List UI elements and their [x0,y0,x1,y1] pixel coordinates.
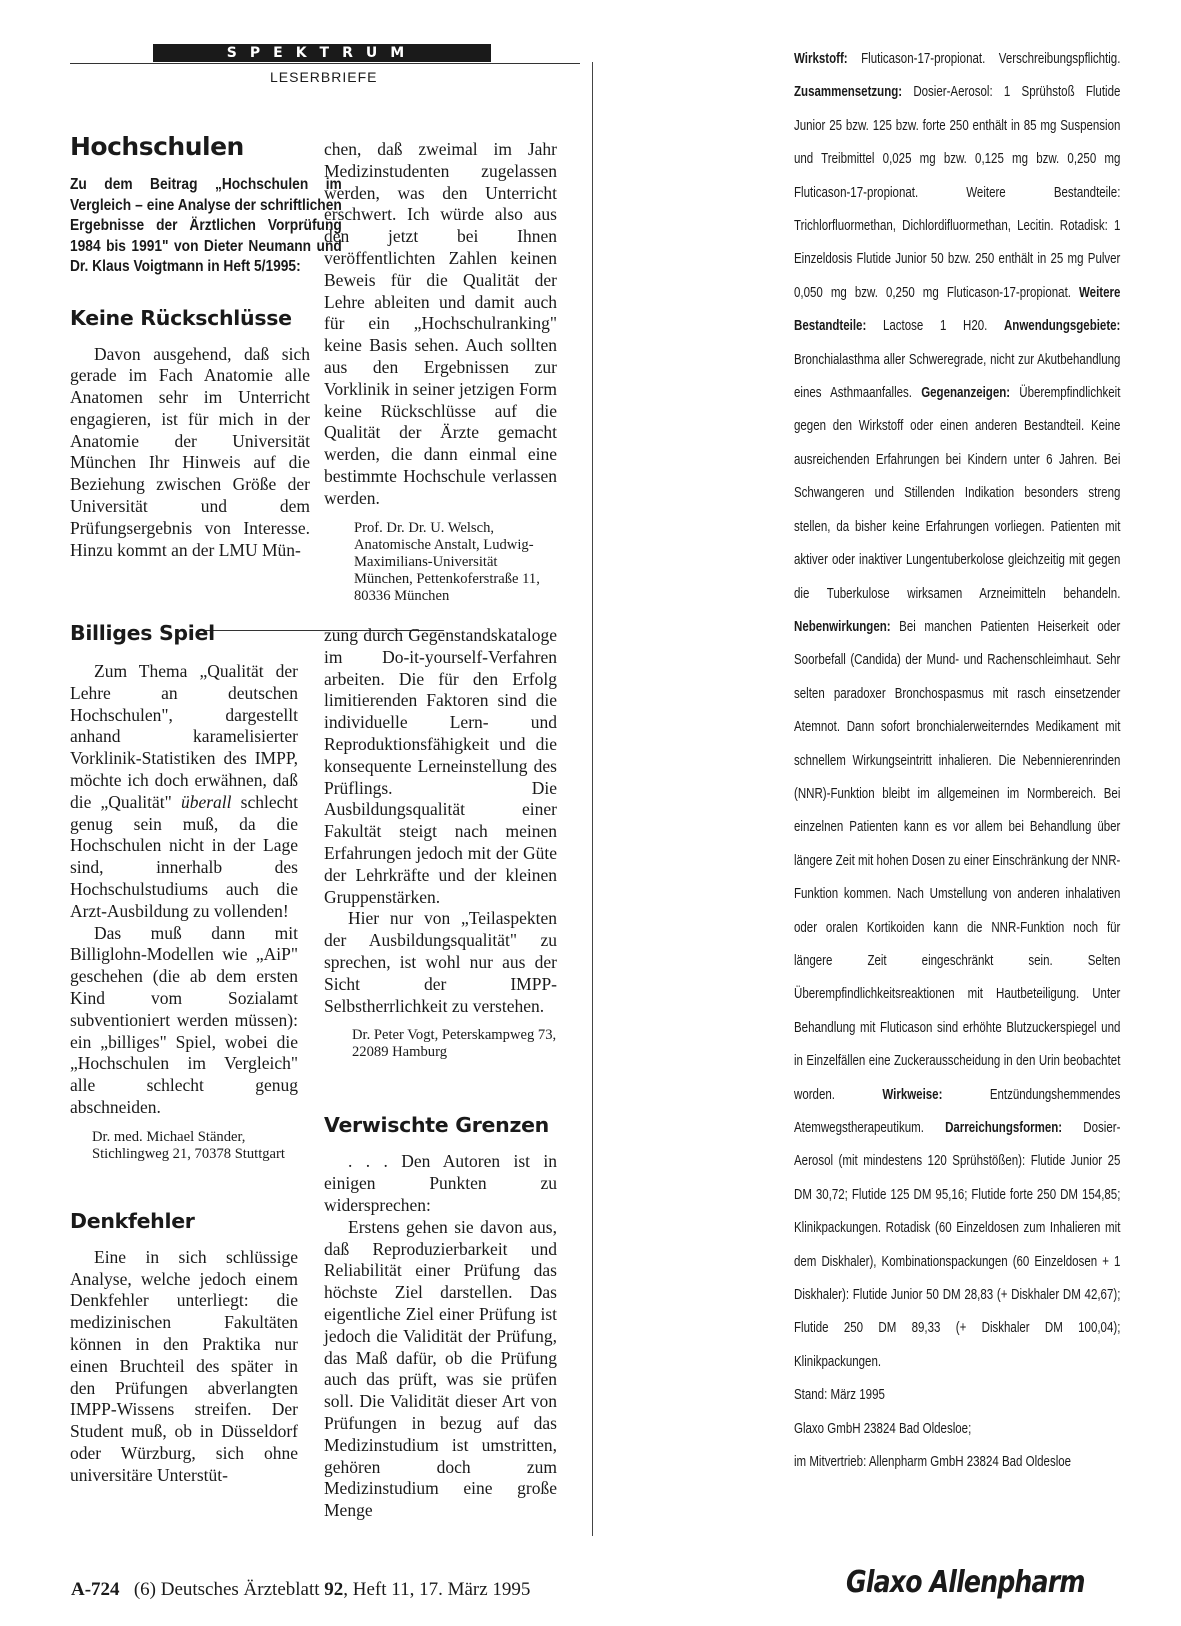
ad-segment-text: Bei manchen Patienten Heiserkeit oder Soorbefall (Candida) der Mund- und Rachenschleimhaut. Sehr selten paradoxer Bronchospasmus mit rasch einsetzender Atemnot. Dann sofort bronchialerweiterndes Medikament mit schnellem Wirkungseintritt inhalieren. Die Nebennierenrinden (NNR)-Funktion bleibt im allgemeinen im Normbereich. Bei einzelnen Patienten kann es vor allem bei Behandlung über längere Zeit mit hohen Dosen zu einer Einschränkung der NNR-Funktion kommen. Nach Umstellung von anderen inhalativen oder oralen Kortikoiden kann die NNR-Funktion noch für längere Zeit eingeschränkt sein. Selten Überempfindlichkeitsreaktionen mit Hautbeteiligung. Unter Behandlung mit Fluticason sind erhöhte Blutzuckerspiegel und in Einzelfällen eine Zuckerausscheidung in den Urin beobachtet worden. [794,618,1121,1103]
ad-segment-text: Fluticason-17-propionat. Verschreibungspflichtig. [847,51,1121,67]
letter-signature-staender: Dr. med. Michael Ständer, Stichlingweg 21, 70378 Stuttgart [92,1128,285,1162]
ad-cobrand: im Mitvertrieb: Allenpharm GmbH 23824 Bad Oldesloe [794,1454,1072,1471]
ad-heading: Zusammensetzung: [794,84,903,101]
ad-company: Glaxo GmbH 23824 Bad Oldesloe; [794,1420,972,1437]
ad-segment-text: Dosier-Aerosol: 1 Sprühstoß Flutide Junior 25 bzw. 125 bzw. forte 250 enthält in 85 mg Suspension und Treibmittel 0,025 mg bzw. 0,125 mg bzw. 0,250 mg Fluticason-17-propionat. Weitere Bestandteile: Trichlorfluormethan, Dichlordifluormethan, Lecitin. Rotadisk: 1 Einzeldosis Flutide Junior 50 bzw. 250 enthält in 25 mg Pulver 0,050 mg bzw. 0,250 mg Fluticason-17-propionat. [794,84,1121,301]
letter-title-denkfehler: Denkfehler [70,1208,195,1233]
ad-heading: Wirkweise: [882,1086,943,1103]
header-rule [70,63,580,64]
ad-heading: Weitere Bestandteile: [794,284,1121,335]
ad-heading: Gegenanzeigen: [921,385,1011,402]
ad-segment-text: Überempfindlichkeit gegen den Wirkstoff oder einen anderen Bestandteil. Keine ausreichenden Erfahrungen bei Kindern unter 6 Jahren. Bei Schwangeren und Stillenden Indikation besonders streng stellen, da bisher keine Erfahrungen vorliegen. Patienten mit aktiver oder inaktiver Lungentuberkolose gleichzeitig mit gegen die Tuberkulose wirksamen Arzneimitteln behandeln. [794,385,1121,602]
ad-segment-text: Dosier-Aerosol (mit mindestens 120 Sprühstößen): Flutide Junior 25 DM 30,72; Flutide 125 DM 95,16; Flutide forte 250 DM 154,85; Klinikpackungen. Rotadisk (60 Einzeldosen zum Inhalieren mit dem Diskhaler), Kombinationspackungen (60 Einzeldosen + 1 Diskhaler): Flutide Junior 50 DM 28,83 (+ Diskhaler DM 42,67); Flutide 250 DM 89,33 (+ Diskhaler DM 100,04); Klinikpackungen. [794,1120,1121,1370]
letter-body-keine-rueckschluesse-2: chen, daß zweimal im Jahr Medizinstudenten zugelassen werden, was den Unterricht erschwert. Ich würde also aus den jetzt bei Ihnen veröffentlichten Zahlen keinen Beweis für die Qualität der Lehre ableiten und damit auch für ein „Hochschulranking" keine Basis sehen. Auch sollten aus den Ergebnissen zur Vorklinik in seiner jetzigen Form keine Rückschlüsse auf die Qualität der Ärzte gemacht werden, die dann einmal eine bestimmte Hochschule verlassen werden. [324,139,557,508]
letter-title-verwischte-grenzen: Verwischte Grenzen [324,1113,549,1138]
article-intro: Zu dem Beitrag „Hochschulen im Vergleich – eine Analyse der schriftlichen Ergebnisse der Ärztlichen Vorprüfung 1984 bis 1991" von Dieter Neumann und Dr. Klaus Voigtmann in Heft 5/1995: [70,176,342,275]
article-column-1 [70,132,342,561]
letter-body-billiges-spiel-continued: zung durch Gegenstandskataloge im Do-it-yourself-Verfahren arbeiten. Die für den Erfolg limitierenden Faktoren sind die individuelle Lern- und Reproduktionsfähigkeit und die konsequente Lerneinstellung des Prüflings. Die Ausbildungsqualität einer Fakultät steigt nach meinen Erfahrungen jedoch mit der Güte der Lehrkräfte und der kleinen Gruppenstärken. Hier nur von „Teilaspekten der Ausbildungsqualität" zu sprechen, ist wohl nur aus der Sicht der IMPP-Selbstherrlichkeit zu verstehen. [324,625,557,1016]
letter-signature-welsch: Prof. Dr. Dr. U. Welsch, Anatomische Anstalt, Ludwig-Maximilians-Universität München, Pettenkoferstraße 11, 80336 München [354,519,540,604]
ad-heading: Nebenwirkungen: [794,618,891,635]
letter-signature-vogt: Dr. Peter Vogt, Peterskampweg 73, 22089 Hamburg [352,1027,557,1061]
column-divider [592,62,593,1536]
ad-heading: Wirkstoff: [794,51,848,67]
drug-information-body [794,51,1120,1370]
drug-information-text [794,43,1120,1479]
ad-heading: Anwendungsgebiete: [1003,318,1121,335]
ad-segment-text: Bronchialasthma aller Schweregrade, nicht zur Akutbehandlung eines Asthmaanfalles. [794,351,1121,402]
footer-issue: , Heft 11, 17. März 1995 [343,1579,531,1600]
brand-logo: Glaxo Allenpharm [846,1565,1085,1600]
page-footer [71,1579,530,1601]
section-label: LESERBRIEFE [270,69,378,85]
footer-volume: 92 [324,1579,344,1600]
ad-segment-text: Lactose 1 H20. [866,318,1004,335]
ad-segment-text: Entzündungshemmendes Atemwegstherapeutikum. [794,1086,1121,1136]
article-headline: Hochschulen [70,132,244,161]
letter-body-keine-rueckschluesse-1: Davon ausgehend, daß sich gerade im Fach Anatomie alle Anatomen sehr im Unterricht engagieren, ist für mich in der Anatomie der Universität München Ihr Hinweis auf die Beziehung zwischen Größe der Universität und dem Prüfungsergebnis von Interesse. Hinzu kommt an der LMU Mün- [70,343,310,560]
ad-heading: Darreichungsformen: [945,1120,1063,1136]
letters-column-1 [70,621,298,1487]
ad-stand: Stand: März 1995 [794,1387,885,1404]
letter-body-verwischte-grenzen: . . . Den Autoren ist in einigen Punkten zu widersprechen: Erstens gehen sie davon aus, daß Reproduzierbarkeit und Reliabilität einer Prüfung das höchste Ziel darstellen. Das eigentliche Ziel einer Prüfung ist jedoch die Validität der Prüfung, das Maß dafür, ob die Prüfung auch das prüft, was sie prüfen soll. Die Validität dieser Art von Prüfungen in bezug auf das Medizinstudium ist umstritten, gehören doch zum Medizinstudium eine große Menge [324,1151,557,1521]
section-band: SPEKTRUM [153,44,491,62]
letter-body-denkfehler: Eine in sich schlüssige Analyse, welche jedoch einem Denkfehler unterliegt: die medizinischen Fakultäten können in den Praktika nur einen Bruchteil des später in den Prüfungen abverlangten IMPP-Wissens streifen. Der Student muß, ob in Düsseldorf oder Würzburg, sich ohne universitäre Unterstüt- [70,1246,298,1485]
footer-journal: (6) Deutsches Ärzteblatt [133,1579,320,1600]
letter-title-billiges-spiel: Billiges Spiel [70,621,215,645]
article-column-2 [324,139,557,605]
letter-title-keine-rueckschluesse: Keine Rückschlüsse [70,305,292,330]
letter-body-billiges-spiel: Zum Thema „Qualität der Lehre an deutschen Hochschulen", dargestellt anhand karamelisierter Vorklinik-Statistiken des IMPP, möchte ich doch erwähnen, daß die „Qualität" überall schlecht genug sein muß, da die Hochschulen nicht in der Lage sind, innerhalb des Hochschulstudiums auch die Arzt-Ausbildung zu vollenden! Das muß dann mit Billiglohn-Modellen wie „AiP" geschehen (die ab dem ersten Kind vom Sozialamt subventioniert werden müssen): ein „billiges" Spiel, wobei die „Hochschulen im Vergleich" alle schlecht genug abschneiden. [70,661,298,1117]
page-number: A-724 [71,1579,120,1600]
letters-column-2 [324,625,557,1522]
